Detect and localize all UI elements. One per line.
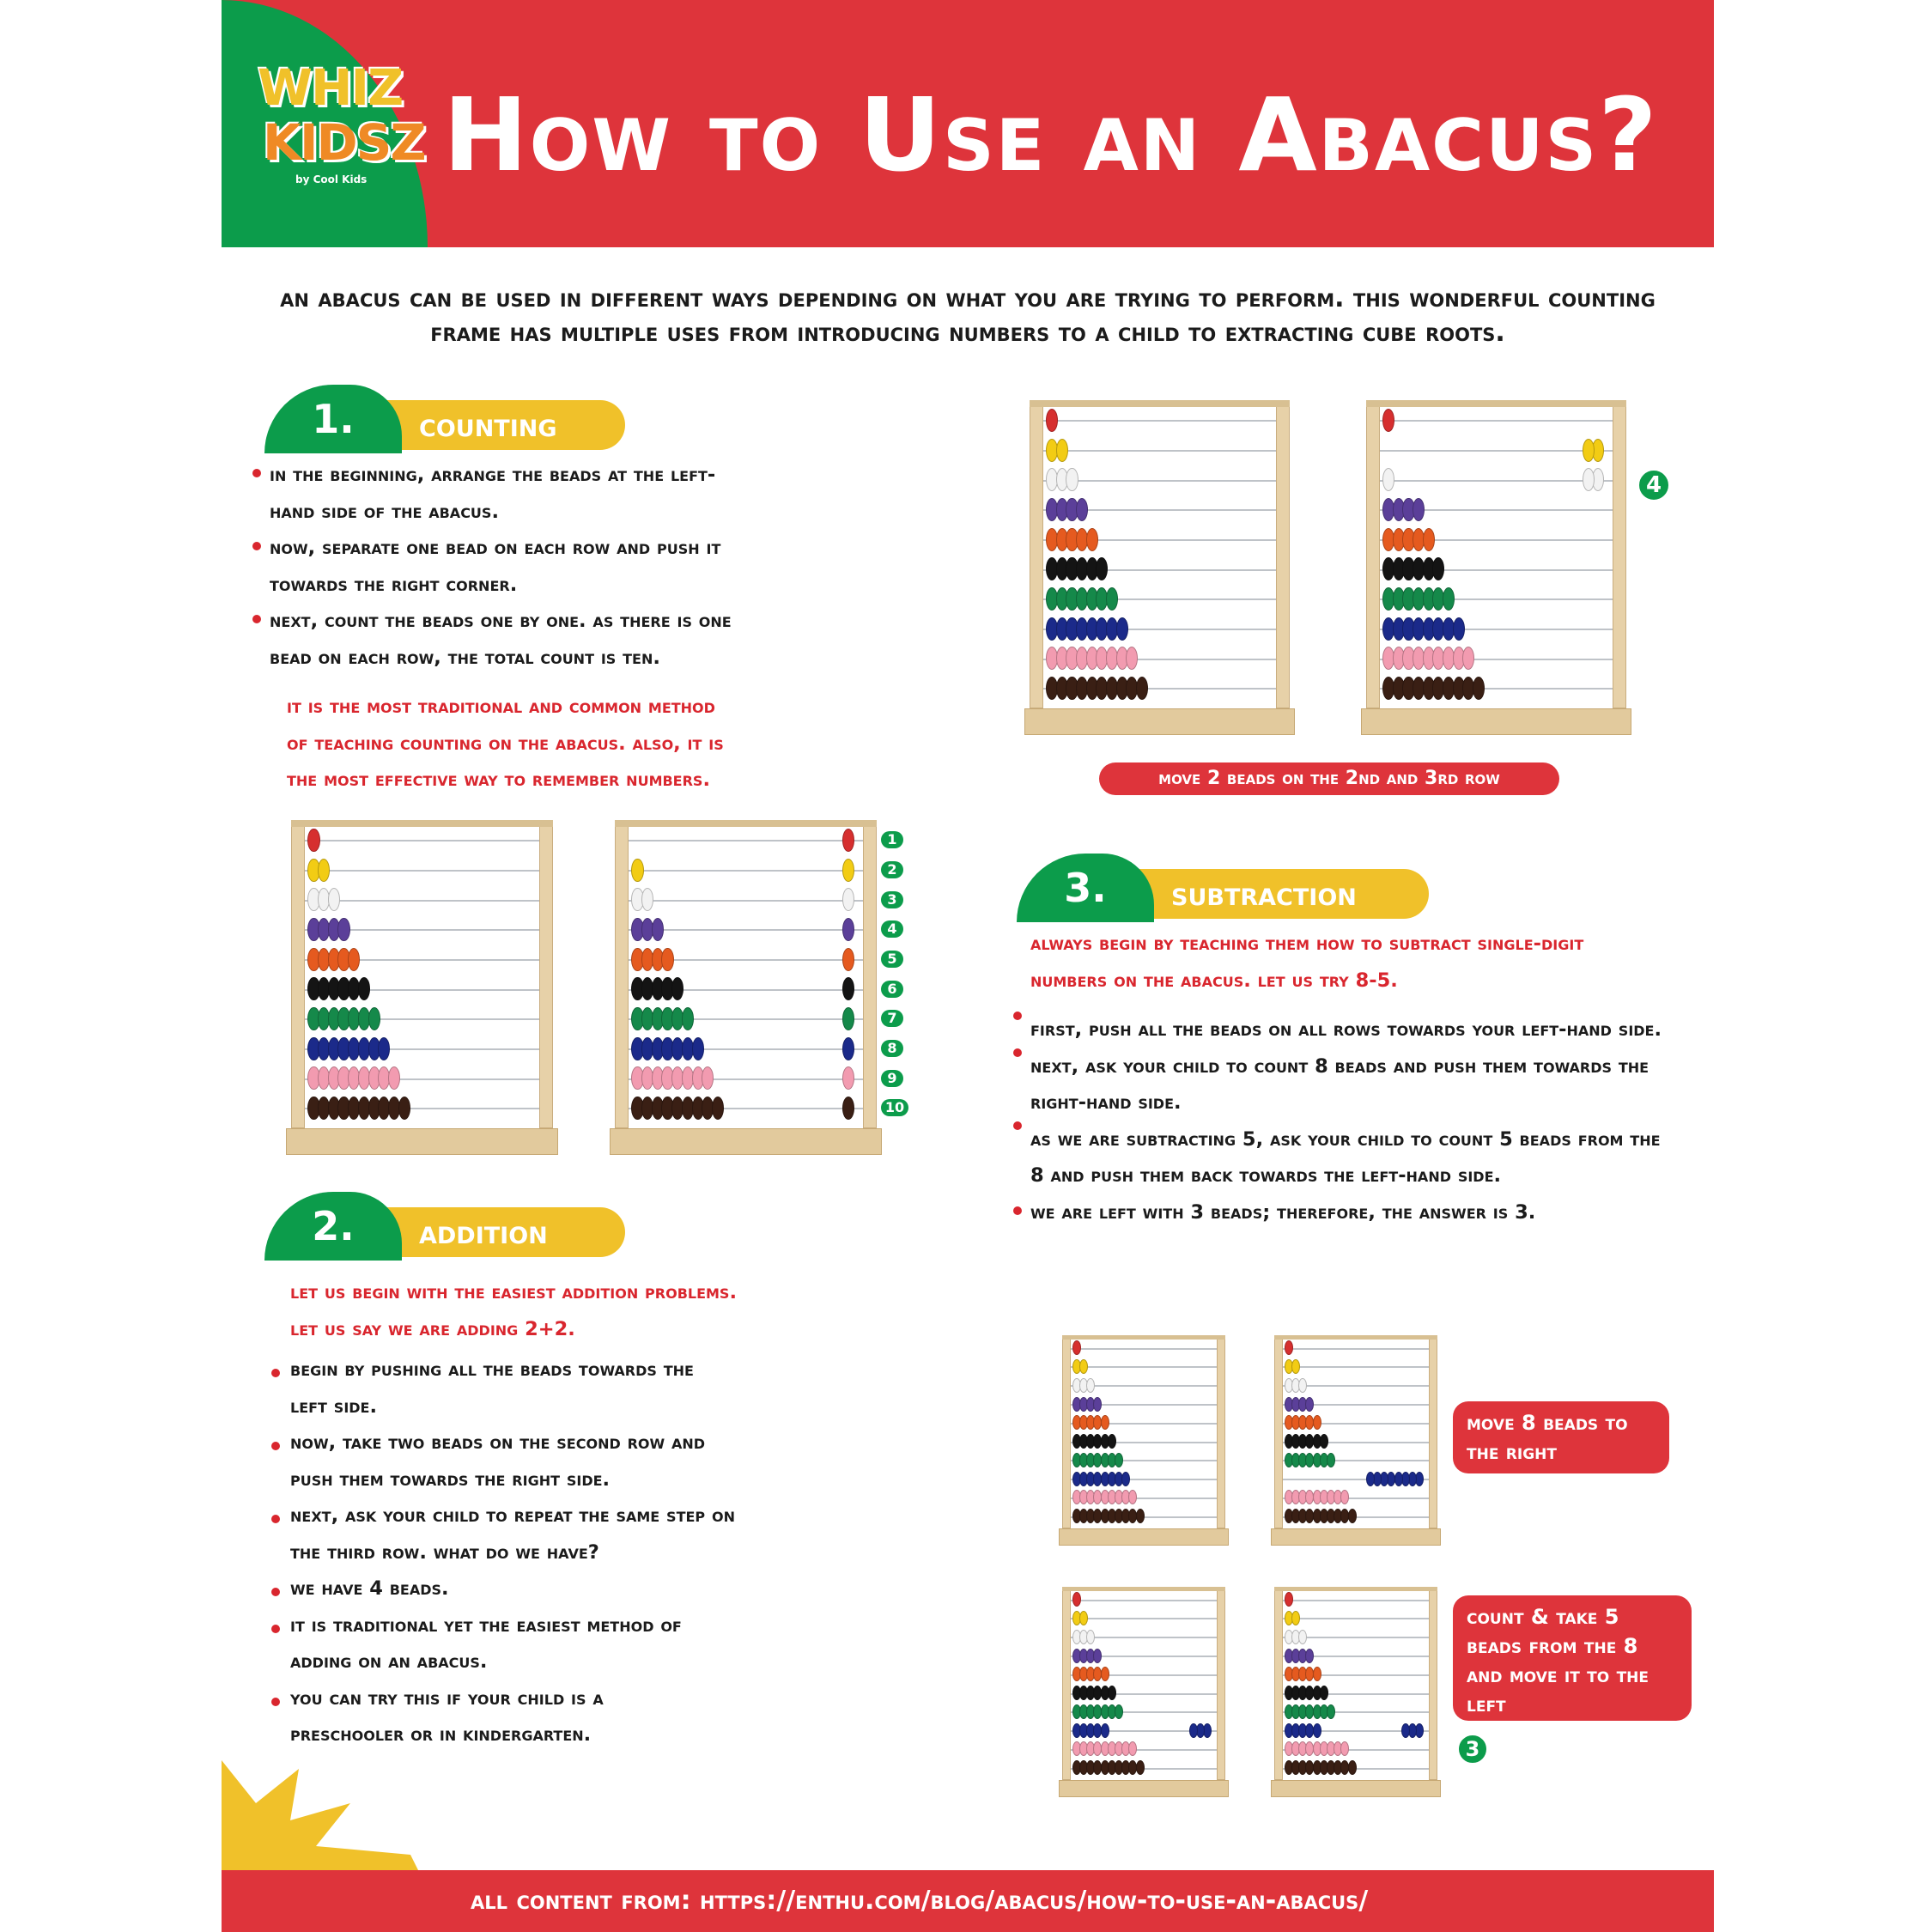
abacus-bead <box>398 1097 410 1120</box>
list-item: first, push all the beads on all rows towards your left-hand side. <box>1030 1012 1666 1048</box>
abacus-top <box>1274 1335 1437 1340</box>
poster <box>222 0 1714 1932</box>
abacus-bead <box>1121 1472 1130 1486</box>
abacus-wire <box>1380 420 1613 422</box>
abacus-top <box>1274 1587 1437 1591</box>
abacus-bead <box>307 829 319 852</box>
abacus-wire <box>305 870 539 872</box>
abacus-bead <box>358 977 370 1000</box>
abacus-bead <box>1348 1760 1357 1775</box>
abacus-bead <box>1093 1397 1102 1412</box>
counting-bullets <box>270 457 733 676</box>
row-number-tag: 3 <box>881 891 903 908</box>
list-item: it is traditional yet the easiest method of adding on an abacus. <box>290 1607 694 1680</box>
abacus-bead <box>1136 677 1148 700</box>
abacus-bead <box>842 1037 854 1060</box>
abacus-post-r <box>1429 1335 1437 1528</box>
abacus-base <box>1361 708 1631 735</box>
intro-text: an abacus can be used in different ways depending on what you are trying to perform. this wonderful counting frame has multiple uses from introducing numbers to a child to extracting cube roots. <box>280 283 1656 348</box>
abacus-bead <box>1313 1723 1321 1738</box>
abacus-wire <box>629 929 863 931</box>
subtraction-tag-move8: move 8 beads to the right <box>1453 1401 1669 1473</box>
abacus-bead <box>1313 1415 1321 1430</box>
subtraction-bullets <box>1030 1012 1666 1230</box>
abacus-bead <box>1086 528 1098 551</box>
abacus-post-l <box>1274 1587 1283 1780</box>
abacus-bead <box>1443 587 1455 611</box>
abacus-bead <box>641 888 653 911</box>
list-item: you can try this if your child is a preschooler or in kindergarten. <box>290 1680 694 1753</box>
abacus-post-l <box>1274 1335 1283 1528</box>
abacus-post-r <box>1429 1587 1437 1780</box>
subtraction-label: subtraction <box>1120 869 1429 919</box>
abacus-wire <box>629 900 863 902</box>
row-number-tag: 4 <box>881 920 903 938</box>
abacus-wire <box>629 840 863 841</box>
abacus-bead <box>842 1066 854 1090</box>
abacus-bead <box>1327 1453 1335 1467</box>
abacus-bead <box>1320 1686 1328 1700</box>
counting-number: 1. <box>264 385 402 453</box>
abacus-bead <box>318 859 330 882</box>
abacus-bead <box>671 977 683 1000</box>
abacus-bead <box>337 918 349 941</box>
abacus-bead <box>1320 1434 1328 1449</box>
abacus-post-l <box>1366 400 1380 708</box>
abacus-image-left <box>286 820 558 1155</box>
abacus-bead <box>1285 1340 1293 1355</box>
abacus-bead <box>388 1066 400 1090</box>
abacus-bead <box>1305 1649 1314 1663</box>
abacus-wire <box>1071 1366 1217 1368</box>
abacus-bead <box>842 977 854 1000</box>
abacus-bead <box>1394 1472 1403 1486</box>
addition-caption: move 2 beads on the 2nd and 3rd row <box>1099 762 1559 795</box>
addition-number: 2. <box>264 1192 402 1261</box>
addition-intro: let us begin with the easiest addition problems. let us say we are adding 2+2. <box>290 1281 738 1340</box>
abacus-image-sub-start <box>1059 1335 1229 1546</box>
abacus-bead <box>1340 1490 1349 1504</box>
abacus-bead <box>1189 1723 1198 1738</box>
abacus-wire <box>1283 1600 1429 1601</box>
abacus-base <box>1271 1528 1441 1546</box>
abacus-bead <box>842 888 854 911</box>
abacus-bead <box>1423 528 1435 551</box>
abacus-bead <box>692 1037 704 1060</box>
abacus-bead <box>842 918 854 941</box>
abacus-bead <box>1340 1741 1349 1756</box>
abacus-base <box>286 1128 558 1155</box>
abacus-bead <box>1291 1359 1300 1374</box>
list-item: we are left with 3 beads; therefore, the answer is 3. <box>1030 1194 1666 1231</box>
list-item: next, ask your child to count 8 beads and push them towards the right-hand side. <box>1030 1048 1666 1121</box>
abacus-wire <box>1043 420 1276 422</box>
abacus-base <box>610 1128 882 1155</box>
abacus-top <box>1062 1335 1225 1340</box>
abacus-bead <box>712 1097 724 1120</box>
abacus-wire <box>305 840 539 841</box>
list-item: now, separate one bead on each row and push it towards the right corner. <box>270 530 733 603</box>
abacus-bead <box>378 1037 390 1060</box>
abacus-bead <box>1093 1649 1102 1663</box>
abacus-bead <box>1366 1472 1375 1486</box>
list-item: we have 4 beads. <box>290 1571 737 1607</box>
abacus-bead <box>1413 498 1425 521</box>
abacus-bead <box>631 859 643 882</box>
list-item: in the beginning, arrange the beads at the left-hand side of the abacus. <box>270 457 733 530</box>
abacus-bead <box>1108 1434 1116 1449</box>
abacus-bead <box>661 948 673 971</box>
result-badge-3: 3 <box>1456 1733 1489 1765</box>
list-item: as we are subtracting 5, ask your child to count 5 beads from the 8 and push them back towards the left-hand side. <box>1030 1121 1666 1194</box>
abacus-image-counted <box>610 820 882 1155</box>
abacus-top <box>1030 400 1289 407</box>
abacus-wire <box>1071 1348 1217 1350</box>
abacus-bead <box>652 918 664 941</box>
abacus-bead <box>1076 498 1088 521</box>
abacus-post-l <box>615 820 629 1128</box>
abacus-base <box>1024 708 1295 735</box>
abacus-bead <box>328 888 340 911</box>
subtraction-tag-move5: count & take 5 beads from the 8 and move it to the left <box>1453 1595 1692 1721</box>
abacus-bead <box>842 1007 854 1030</box>
abacus-bead <box>1126 647 1138 670</box>
abacus-wire <box>1283 1348 1429 1350</box>
abacus-bead <box>1432 557 1444 580</box>
list-item: next, count the beads one by one. as there is one bead on each row, the total count is ten. <box>270 603 733 676</box>
abacus-base <box>1059 1528 1229 1546</box>
abacus-image-added <box>1361 400 1631 735</box>
abacus-bead <box>1115 1453 1123 1467</box>
abacus-bead <box>1382 468 1394 491</box>
abacus-base <box>1059 1780 1229 1797</box>
abacus-wire <box>1043 450 1276 452</box>
abacus-bead <box>1462 647 1474 670</box>
abacus-top <box>1062 1587 1225 1591</box>
abacus-top <box>1366 400 1625 407</box>
logo <box>258 53 425 191</box>
abacus-bead <box>1072 1592 1081 1607</box>
abacus-post-r <box>539 820 553 1128</box>
abacus-bead <box>1583 468 1595 491</box>
abacus-wire <box>1071 1600 1217 1601</box>
abacus-bead <box>1382 409 1394 432</box>
star-burst-decoration <box>222 1752 428 1872</box>
abacus-bead <box>1305 1397 1314 1412</box>
abacus-bead <box>842 1097 854 1120</box>
abacus-bead <box>1291 1611 1300 1625</box>
abacus-bead <box>1116 617 1128 641</box>
abacus-post-r <box>1613 400 1626 708</box>
abacus-bead <box>842 829 854 852</box>
row-number-tag: 9 <box>881 1070 903 1087</box>
abacus-bead <box>1066 468 1078 491</box>
list-item: now, take two beads on the second row and push them towards the right side. <box>290 1425 737 1498</box>
abacus-bead <box>1101 1723 1109 1738</box>
abacus-bead <box>1072 1340 1081 1355</box>
abacus-bead <box>348 948 360 971</box>
abacus-wire <box>1283 1618 1429 1619</box>
row-number-tag: 2 <box>881 861 903 878</box>
addition-label: addition <box>368 1207 625 1257</box>
abacus-bead <box>702 1066 714 1090</box>
abacus-wire <box>1043 480 1276 482</box>
abacus-bead <box>1108 1686 1116 1700</box>
abacus-bead <box>1327 1704 1335 1719</box>
header <box>222 0 1714 247</box>
row-number-tag: 6 <box>881 981 903 998</box>
abacus-bead <box>1106 587 1118 611</box>
abacus-bead <box>682 1007 694 1030</box>
abacus-bead <box>1086 1630 1095 1644</box>
row-number-tag: 5 <box>881 951 903 968</box>
abacus-wire <box>1283 1366 1429 1368</box>
row-number-tag: 8 <box>881 1040 903 1057</box>
addition-bullets <box>290 1352 737 1753</box>
abacus-wire <box>305 900 539 902</box>
abacus-post-r <box>1276 400 1290 708</box>
abacus-image-sub-moved8 <box>1271 1335 1441 1546</box>
abacus-bead <box>1128 1741 1137 1756</box>
abacus-bead <box>1401 1723 1410 1738</box>
abacus-post-l <box>1030 400 1043 708</box>
counting-note: it is the most traditional and common method of teaching counting on the abacus. also, it is the most effective way to remember numbers. <box>287 696 724 791</box>
abacus-bead <box>1079 1359 1088 1374</box>
subtraction-intro: always begin by teaching them how to subtract single-digit numbers on the abacus. let us try 8-5. <box>1030 933 1584 992</box>
abacus-wire <box>1380 480 1613 482</box>
abacus-post-l <box>291 820 305 1128</box>
abacus-image-sub-moved5 <box>1059 1587 1229 1797</box>
abacus-post-l <box>1062 1335 1071 1528</box>
abacus-bead <box>1298 1378 1307 1393</box>
abacus-wire <box>1071 1618 1217 1619</box>
abacus-bead <box>1079 1611 1088 1625</box>
list-item: begin by pushing all the beads towards the left side. <box>290 1352 737 1425</box>
abacus-bead <box>1115 1704 1123 1719</box>
abacus-bead <box>1086 1378 1095 1393</box>
abacus-bead <box>1285 1592 1293 1607</box>
abacus-top <box>291 820 552 827</box>
abacus-wire <box>629 870 863 872</box>
abacus-wire <box>1380 450 1613 452</box>
abacus-base <box>1271 1780 1441 1797</box>
abacus-bead <box>1056 439 1068 462</box>
abacus-bead <box>1046 409 1058 432</box>
abacus-bead <box>1101 1415 1109 1430</box>
abacus-bead <box>1298 1630 1307 1644</box>
abacus-bead <box>1453 617 1465 641</box>
abacus-bead <box>1101 1667 1109 1681</box>
page-title: How to Use an Abacus? <box>443 76 1659 194</box>
list-item: next, ask your child to repeat the same step on the third row. what do we have? <box>290 1498 737 1571</box>
abacus-bead <box>1348 1509 1357 1523</box>
abacus-bead <box>1473 677 1485 700</box>
logo-line1: WHIZ <box>258 58 403 117</box>
result-badge-4: 4 <box>1637 468 1671 502</box>
abacus-image-sub-result <box>1271 1587 1441 1797</box>
abacus-image-start <box>1024 400 1295 735</box>
abacus-post-r <box>1217 1335 1225 1528</box>
abacus-bead <box>1136 1509 1145 1523</box>
abacus-post-r <box>863 820 877 1128</box>
row-number-tag: 7 <box>881 1010 903 1027</box>
abacus-top <box>615 820 876 827</box>
abacus-bead <box>1136 1760 1145 1775</box>
row-number-tag: 1 <box>881 831 903 848</box>
subtraction-number: 3. <box>1017 854 1154 922</box>
abacus-bead <box>842 948 854 971</box>
logo-tagline: by Cool Kids <box>295 173 368 185</box>
abacus-bead <box>1583 439 1595 462</box>
counting-label: counting <box>368 400 625 450</box>
footer-source: all content from: https://enthu.com/blog/abacus/how-to-use-an-abacus/ <box>222 1870 1714 1932</box>
row-number-tag: 10 <box>881 1099 908 1116</box>
abacus-bead <box>1096 557 1108 580</box>
abacus-bead <box>1128 1490 1137 1504</box>
abacus-bead <box>368 1007 380 1030</box>
abacus-post-r <box>1217 1587 1225 1780</box>
abacus-bead <box>842 859 854 882</box>
logo-line2: KIDSZ <box>263 113 425 172</box>
abacus-bead <box>1313 1667 1321 1681</box>
abacus-post-l <box>1062 1587 1071 1780</box>
